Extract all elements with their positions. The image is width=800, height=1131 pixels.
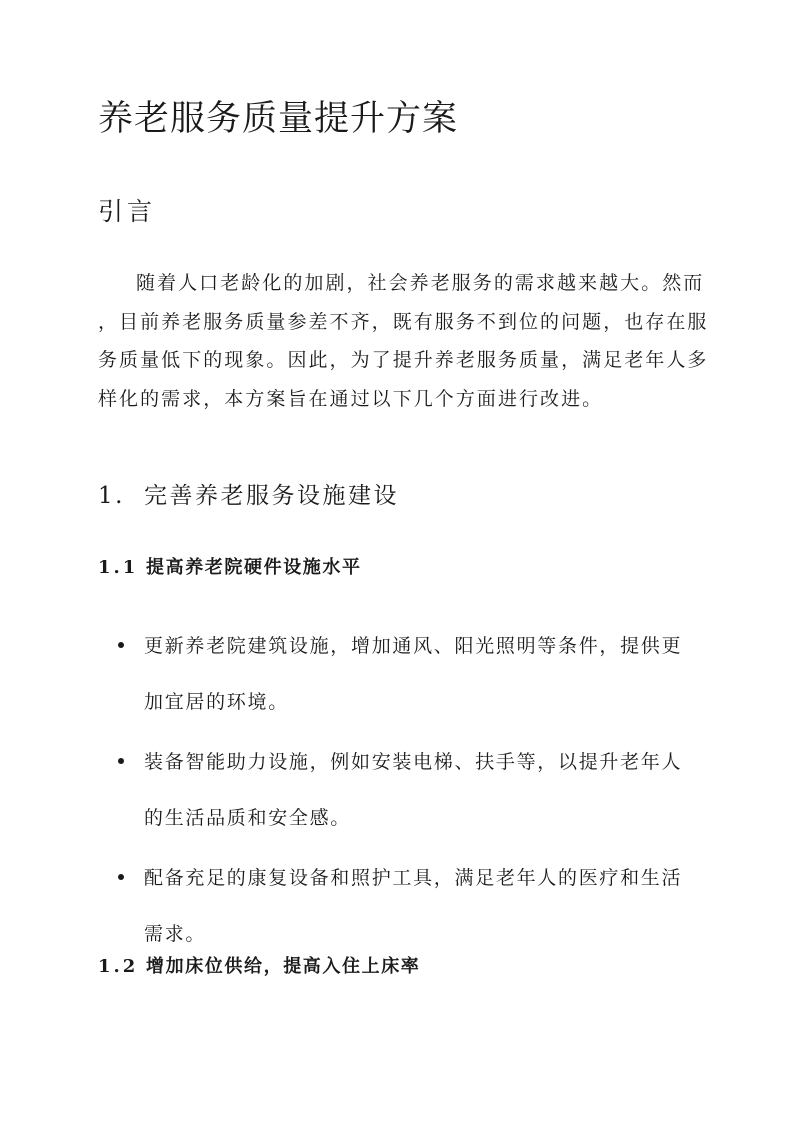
document-title: 养老服务质量提升方案 xyxy=(98,99,459,139)
subsection-1-1-number: 1.1 xyxy=(98,557,139,578)
bullet-dot-icon xyxy=(118,642,124,648)
intro-heading: 引言 xyxy=(98,197,157,226)
intro-line: ，目前养老服务质量参差不齐，既有服务不到位的问题，也存在服 xyxy=(98,310,709,333)
bullet-line: 加宜居的环境。 xyxy=(144,691,289,713)
bullet-line: 配备充足的康复设备和照护工具，满足老年人的医疗和生活 xyxy=(144,867,683,889)
intro-line: 样化的需求，本方案旨在通过以下几个方面进行改进。 xyxy=(98,388,604,411)
bullet-text xyxy=(144,618,718,730)
subsection-1-2-title: 增加床位供给，提高入住上床率 xyxy=(146,956,421,977)
section-1-title: 完善养老服务设施建设 xyxy=(144,483,399,509)
bullet-dot-icon xyxy=(118,874,124,880)
list-item xyxy=(98,618,718,730)
section-1-heading xyxy=(98,479,399,513)
bullet-line: 装备智能助力设施，例如安装电梯、扶手等，以提升老年人 xyxy=(144,751,683,773)
bullet-line: 更新养老院建筑设施，增加通风、阳光照明等条件，提供更 xyxy=(144,635,683,657)
subsection-1-2-heading xyxy=(98,953,420,981)
subsection-1-2-number: 1.2 xyxy=(98,956,139,977)
bullet-text xyxy=(144,734,718,846)
bullet-line: 的生活品质和安全感。 xyxy=(144,807,352,829)
list-item xyxy=(98,734,718,846)
intro-line: 务质量低下的现象。因此，为了提升养老服务质量，满足老年人多 xyxy=(98,349,709,372)
bullet-dot-icon xyxy=(118,758,124,764)
subsection-1-1-heading xyxy=(98,554,362,582)
subsection-1-1-title: 提高养老院硬件设施水平 xyxy=(146,557,362,578)
bullet-line: 需求。 xyxy=(144,923,207,945)
intro-paragraph xyxy=(98,264,708,419)
list-item xyxy=(98,850,718,962)
section-1-number: 1. xyxy=(98,483,125,509)
bullet-text xyxy=(144,850,718,962)
facility-bullet-list xyxy=(98,618,718,966)
intro-line: 随着人口老龄化的加剧，社会养老服务的需求越来越大。然而 xyxy=(136,272,705,294)
